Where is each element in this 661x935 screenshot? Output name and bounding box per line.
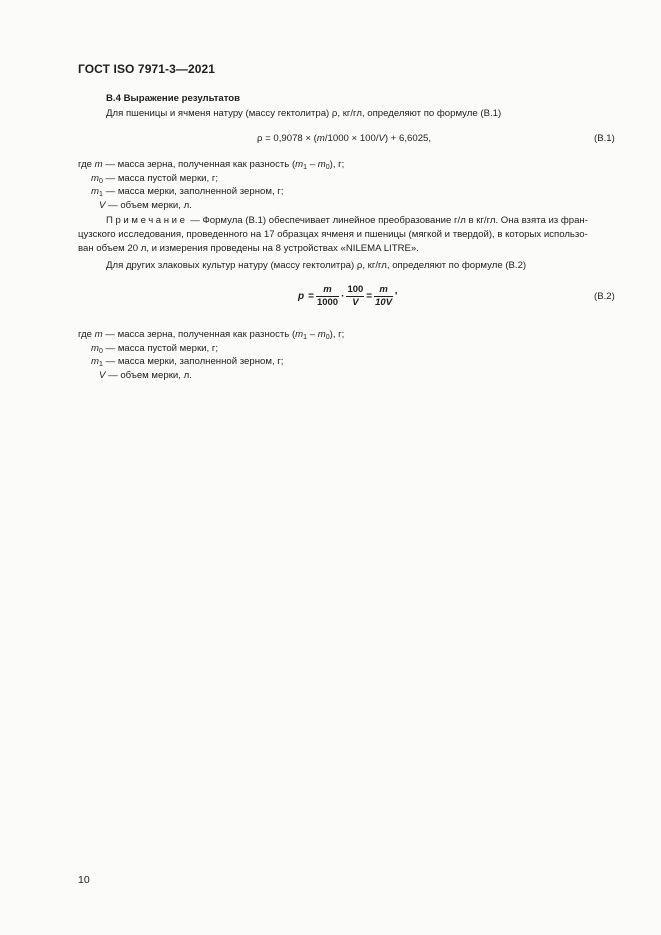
where2-m1-row-sub: 1 <box>99 361 103 368</box>
note-label: Примечание <box>106 215 188 226</box>
where1-prefix: где <box>78 159 95 170</box>
formula-b2-number: (В.2) <box>594 291 615 302</box>
note-line-1 <box>106 215 588 226</box>
where2-m1-row-text: — масса мерки, заполненной зерном, г; <box>102 356 284 367</box>
where1-m1-row-sub: 1 <box>99 191 103 198</box>
intro-paragraph-2: Для других злаковых культур натуру (массу гектолитра) ρ, кг/гл, определяют по формуле (В.2) <box>106 260 527 271</box>
where2-m1-row-symbol: m <box>91 356 99 367</box>
where1-v-row-symbol: V <box>99 200 106 211</box>
where1-m-symbol: m <box>94 159 103 170</box>
where1-m-text: — масса зерна, полученная как разность ( <box>102 159 296 170</box>
where1-m0-row-sub: 0 <box>99 178 103 185</box>
page-number: 10 <box>78 874 90 886</box>
formula-b2-fraction-3-num: m <box>374 285 393 297</box>
where1-m0: m <box>317 159 326 170</box>
where2-minus: – <box>307 329 318 340</box>
where2-m-text: — масса зерна, полученная как разность ( <box>102 329 296 340</box>
formula-b1-number: (В.1) <box>594 133 615 144</box>
formula-b1-m: m <box>316 133 325 144</box>
where1-m0-row-symbol: m <box>91 173 99 184</box>
formula-b2-eq1: = <box>308 290 314 302</box>
where2-m1-sub: 1 <box>303 334 308 341</box>
where2-tail: ), г; <box>329 329 345 340</box>
where2-v-row-symbol: V <box>99 370 106 381</box>
where2-m-symbol: m <box>94 329 103 340</box>
formula-b1-lhs: ρ = 0,9078 × ( <box>257 133 317 144</box>
formula-b2-fraction-1-num: m <box>316 285 339 297</box>
where2-m0-row-symbol: m <box>91 343 99 354</box>
note-line-3: ван объем 20 л, и измерения проведены на 8 устройствах «NILEMA LITRE». <box>78 243 419 254</box>
where2-m0-row-sub: 0 <box>99 348 103 355</box>
where2-m0-row-text: — масса пустой мерки, г; <box>102 343 219 354</box>
where2-v-row <box>99 370 192 381</box>
where2-m0-sub: 0 <box>325 334 330 341</box>
formula-b2-fraction-3 <box>374 285 393 307</box>
where1-m0-sub: 0 <box>325 164 330 171</box>
intro-paragraph-1: Для пшеницы и ячменя натуру (массу гектолитра) ρ, кг/гл, определяют по формуле (В.1) <box>106 108 502 119</box>
where1-v-row-text: — объем мерки, л. <box>105 200 192 211</box>
formula-b2-eq2: = <box>366 290 373 302</box>
where2-m0: m <box>317 329 326 340</box>
formula-b2-dot: · <box>341 290 345 302</box>
formula-b1-v: V <box>378 133 385 144</box>
where2-m0-row <box>91 343 218 354</box>
section-title: В.4 Выражение результатов <box>106 93 241 104</box>
where1-m0-row <box>91 173 218 184</box>
formula-b2-fraction-3-den: 10V <box>375 296 393 308</box>
where2-m1-row <box>91 356 283 367</box>
where2-prefix: где <box>78 329 95 340</box>
note-line-1-text: — Формула (В.1) обеспечивает линейное преобразование г/л в кг/гл. Она взята из фран- <box>187 215 588 226</box>
where1-v-row <box>99 200 192 211</box>
formula-b2-fraction-1-den: 1000 <box>316 296 339 308</box>
formula-b2-fraction-2-num: 100 <box>347 284 364 295</box>
where1-m1: m <box>295 159 304 170</box>
formula-b1-mid: /1000 × 100/ <box>324 133 379 144</box>
where1-m0-row-text: — масса пустой мерки, г; <box>102 173 219 184</box>
formula-b2 <box>296 285 399 307</box>
where1-m1-sub: 1 <box>303 164 308 171</box>
where2-v-row-text: — объем мерки, л. <box>105 370 192 381</box>
formula-b2-lhs: p <box>298 290 305 302</box>
note-line-2: цузского исследования, проведенного на 17 образцах ячменя и пшеницы (мягкой и твердой), в которых использо- <box>78 229 588 240</box>
formula-b2-tail: ' <box>395 290 398 302</box>
where1-m1-row-text: — масса мерки, заполненной зерном, г; <box>102 186 284 197</box>
where1-minus: – <box>307 159 318 170</box>
where2-m1: m <box>295 329 304 340</box>
formula-b2-fraction-2-den: V <box>352 296 359 308</box>
formula-b2-fraction-1 <box>316 285 339 307</box>
formula-b1-rhs: ) + 6,6025, <box>384 133 432 144</box>
where1-m1-row-symbol: m <box>91 186 99 197</box>
formula-b1 <box>257 133 431 144</box>
formula-b2-fraction-2 <box>346 285 364 307</box>
document-header: ГОСТ ISO 7971-3—2021 <box>78 62 216 76</box>
where1-tail: ), г; <box>329 159 345 170</box>
where1-m-row <box>78 159 344 170</box>
where2-m-row <box>78 329 344 340</box>
where1-m1-row <box>91 186 283 197</box>
